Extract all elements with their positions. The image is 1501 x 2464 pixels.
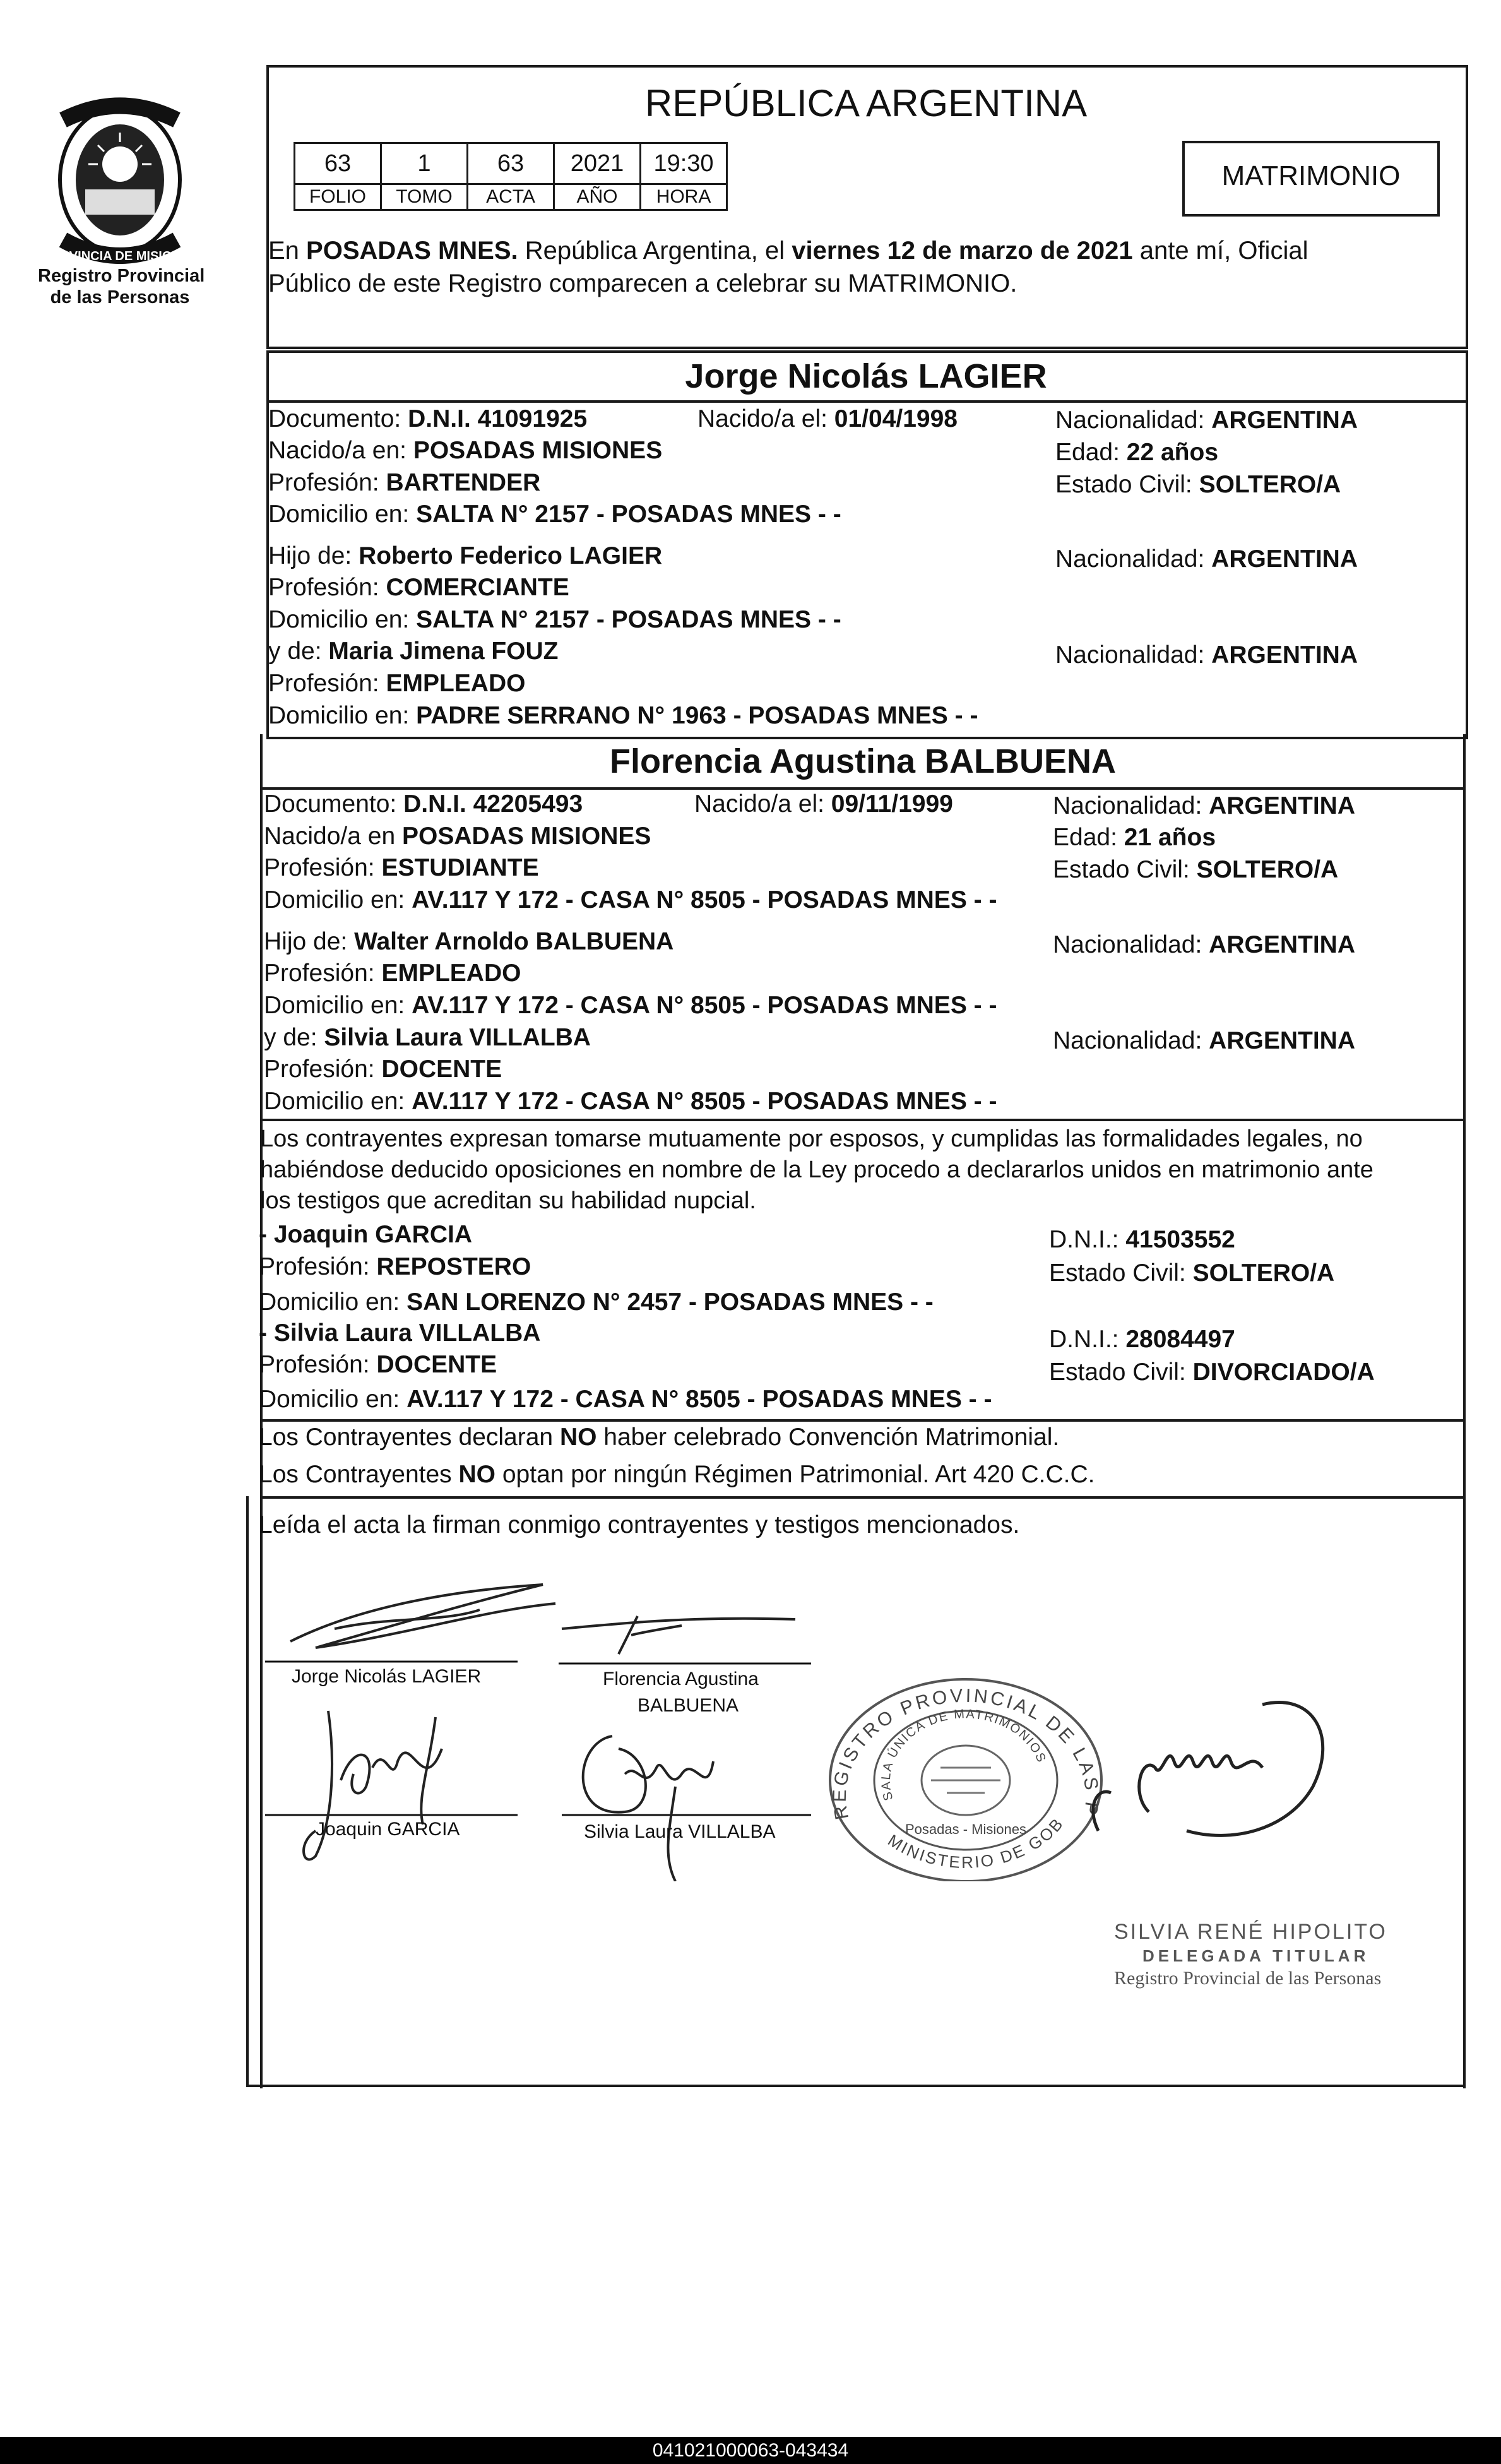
c2-father-address: Domicilio en: AV.117 Y 172 - CASA N° 8505 - POSADAS MNES - - xyxy=(264,992,997,1019)
province-logo xyxy=(38,95,202,265)
c2-nationality: Nacionalidad: ARGENTINA xyxy=(1053,792,1356,819)
stamp-outer-text: REGISTRO PROVINCIAL DE LAS P xyxy=(829,1685,1103,1821)
c1-father-address: Domicilio en: SALTA N° 2157 - POSADAS MNES - - xyxy=(268,606,841,633)
c1-mother-address: Domicilio en: PADRE SERRANO N° 1963 - POSADAS MNES - - xyxy=(268,702,978,729)
c1-mother-profession: Profesión: EMPLEADO xyxy=(268,670,526,697)
c2-age: Edad: 21 años xyxy=(1053,824,1216,851)
c2-profession: Profesión: ESTUDIANTE xyxy=(264,854,539,881)
ano-value: 2021 xyxy=(554,143,641,184)
c1-born-date: Nacido/a el: 01/04/1998 xyxy=(697,405,958,432)
acta-label: ACTA xyxy=(468,184,554,210)
folio-label: FOLIO xyxy=(295,184,381,210)
signature-label-florencia-2: BALBUENA xyxy=(638,1695,739,1716)
c1-father-profession: Profesión: COMERCIANTE xyxy=(268,574,569,601)
c1-document: Documento: D.N.I. 41091925 xyxy=(268,405,588,432)
c2-civil-status: Estado Civil: SOLTERO/A xyxy=(1053,856,1339,883)
c2-address: Domicilio en: AV.117 Y 172 - CASA N° 8505 - POSADAS MNES - - xyxy=(264,886,997,914)
stamp-inner-text: SALA ÚNICA DE MATRIMONIOS xyxy=(879,1707,1049,1802)
witness2-dni: D.N.I.: 28084497 xyxy=(1049,1326,1235,1353)
declaration-line1: Los contrayentes expresan tomarse mutuamente por esposos, y cumplidas las formalidades legales, no xyxy=(260,1126,1363,1152)
tomo-label: TOMO xyxy=(381,184,468,210)
ano-label: AÑO xyxy=(554,184,641,210)
witness2-profession: Profesión: DOCENTE xyxy=(259,1351,497,1378)
signature-jorge xyxy=(278,1566,568,1679)
c2-father-nationality: Nacionalidad: ARGENTINA xyxy=(1053,931,1356,958)
c1-age: Edad: 22 años xyxy=(1055,439,1219,466)
contrayente2-name: Florencia Agustina BALBUENA xyxy=(609,742,1117,780)
witness1-address: Domicilio en: SAN LORENZO N° 2457 - POSADAS MNES - - xyxy=(259,1289,934,1316)
convention-line2: Los Contrayentes NO optan por ningún Régimen Patrimonial. Art 420 C.C.C. xyxy=(259,1461,1095,1488)
intro-line1: En POSADAS MNES. República Argentina, el viernes 12 de marzo de 2021 ante mí, Oficial xyxy=(268,237,1308,265)
official-name: SILVIA RENÉ HIPOLITO xyxy=(1114,1920,1387,1944)
witness1-dni: D.N.I.: 41503552 xyxy=(1049,1226,1235,1253)
svg-text:SALA ÚNICA DE MATRIMONIOS xyxy=(879,1707,1049,1802)
witness1-profession: Profesión: REPOSTERO xyxy=(259,1253,531,1280)
witness2-address: Domicilio en: AV.117 Y 172 - CASA N° 8505 - POSADAS MNES - - xyxy=(259,1386,992,1413)
registry-fields-table xyxy=(294,142,728,211)
c1-civil-status: Estado Civil: SOLTERO/A xyxy=(1055,471,1341,498)
declaration-line2: habiéndose deducido oposiciones en nombre de la Ley procedo a declararlos unidos en matrimonio ante xyxy=(260,1157,1373,1183)
act-type: MATRIMONIO xyxy=(1221,160,1401,191)
witness2-civil-status: Estado Civil: DIVORCIADO/A xyxy=(1049,1359,1375,1386)
signature-joaquin xyxy=(290,1692,480,1881)
closing-text: Leída el acta la firman conmigo contrayentes y testigos mencionados. xyxy=(259,1511,1020,1539)
signature-florencia xyxy=(555,1604,846,1673)
c1-mother-nationality: Nacionalidad: ARGENTINA xyxy=(1055,641,1358,669)
c1-father: Hijo de: Roberto Federico LAGIER xyxy=(268,542,663,569)
hora-value: 19:30 xyxy=(641,143,727,184)
logo-ring-text: PROVINCIA DE MISIONES xyxy=(42,249,198,263)
c2-mother-profession: Profesión: DOCENTE xyxy=(264,1056,502,1083)
footer-code: 041021000063-043434 xyxy=(652,2440,849,2461)
declaration-line3: los testigos que acreditan su habilidad nupcial. xyxy=(260,1187,756,1214)
c2-father-profession: Profesión: EMPLEADO xyxy=(264,960,521,987)
c1-nationality: Nacionalidad: ARGENTINA xyxy=(1055,407,1358,434)
c1-mother: y de: Maria Jimena FOUZ xyxy=(268,638,559,665)
c2-born-date: Nacido/a el: 09/11/1999 xyxy=(694,790,953,818)
document-title: REPÚBLICA ARGENTINA xyxy=(644,82,1088,124)
svg-text:REGISTRO PROVINCIAL DE LAS PER xyxy=(824,1673,1102,1821)
tomo-value: 1 xyxy=(381,143,468,184)
witness2-name: - Silvia Laura VILLALBA xyxy=(259,1319,541,1347)
folio-value: 63 xyxy=(295,143,381,184)
c2-mother-nationality: Nacionalidad: ARGENTINA xyxy=(1053,1027,1356,1054)
witness1-name: - Joaquin GARCIA xyxy=(259,1221,472,1248)
stamp-city: Posadas - Misiones xyxy=(905,1821,1026,1837)
stamp-bottom-text: MINISTERIO DE GOB xyxy=(884,1813,1068,1872)
hora-label: HORA xyxy=(641,184,727,210)
c2-document: Documento: D.N.I. 42205493 xyxy=(264,790,583,818)
signature-label-florencia-1: Florencia Agustina xyxy=(603,1669,759,1689)
official-stamp xyxy=(824,1673,1108,1881)
acta-value: 63 xyxy=(468,143,554,184)
c1-profession: Profesión: BARTENDER xyxy=(268,469,541,496)
official-office: Registro Provincial de las Personas xyxy=(1114,1968,1382,1989)
signature-silvia xyxy=(555,1705,745,1881)
signature-label-jorge: Jorge Nicolás LAGIER xyxy=(292,1666,482,1687)
c1-address: Domicilio en: SALTA N° 2157 - POSADAS MNES - - xyxy=(268,501,841,528)
contrayente1-name: Jorge Nicolás LAGIER xyxy=(685,357,1047,395)
c1-birthplace: Nacido/a en: POSADAS MISIONES xyxy=(268,437,663,464)
signature-label-joaquin: Joaquin GARCIA xyxy=(316,1819,460,1840)
registry-name-line2: de las Personas xyxy=(50,287,190,307)
witness1-civil-status: Estado Civil: SOLTERO/A xyxy=(1049,1259,1335,1287)
convention-line1: Los Contrayentes declaran NO haber celebrado Convención Matrimonial. xyxy=(259,1424,1060,1451)
c1-father-nationality: Nacionalidad: ARGENTINA xyxy=(1055,545,1358,573)
c2-father: Hijo de: Walter Arnoldo BALBUENA xyxy=(264,928,674,955)
c2-birthplace: Nacido/a en POSADAS MISIONES xyxy=(264,823,651,850)
signature-label-silvia: Silvia Laura VILLALBA xyxy=(584,1821,776,1842)
c2-mother: y de: Silvia Laura VILLALBA xyxy=(264,1024,591,1051)
intro-line2: Público de este Registro comparecen a celebrar su MATRIMONIO. xyxy=(268,270,1017,297)
official-role: DELEGADA TITULAR xyxy=(1142,1946,1370,1965)
c2-mother-address: Domicilio en: AV.117 Y 172 - CASA N° 8505 - POSADAS MNES - - xyxy=(264,1088,997,1115)
registry-name-line1: Registro Provincial xyxy=(38,266,205,286)
signature-official xyxy=(1073,1679,1370,1888)
